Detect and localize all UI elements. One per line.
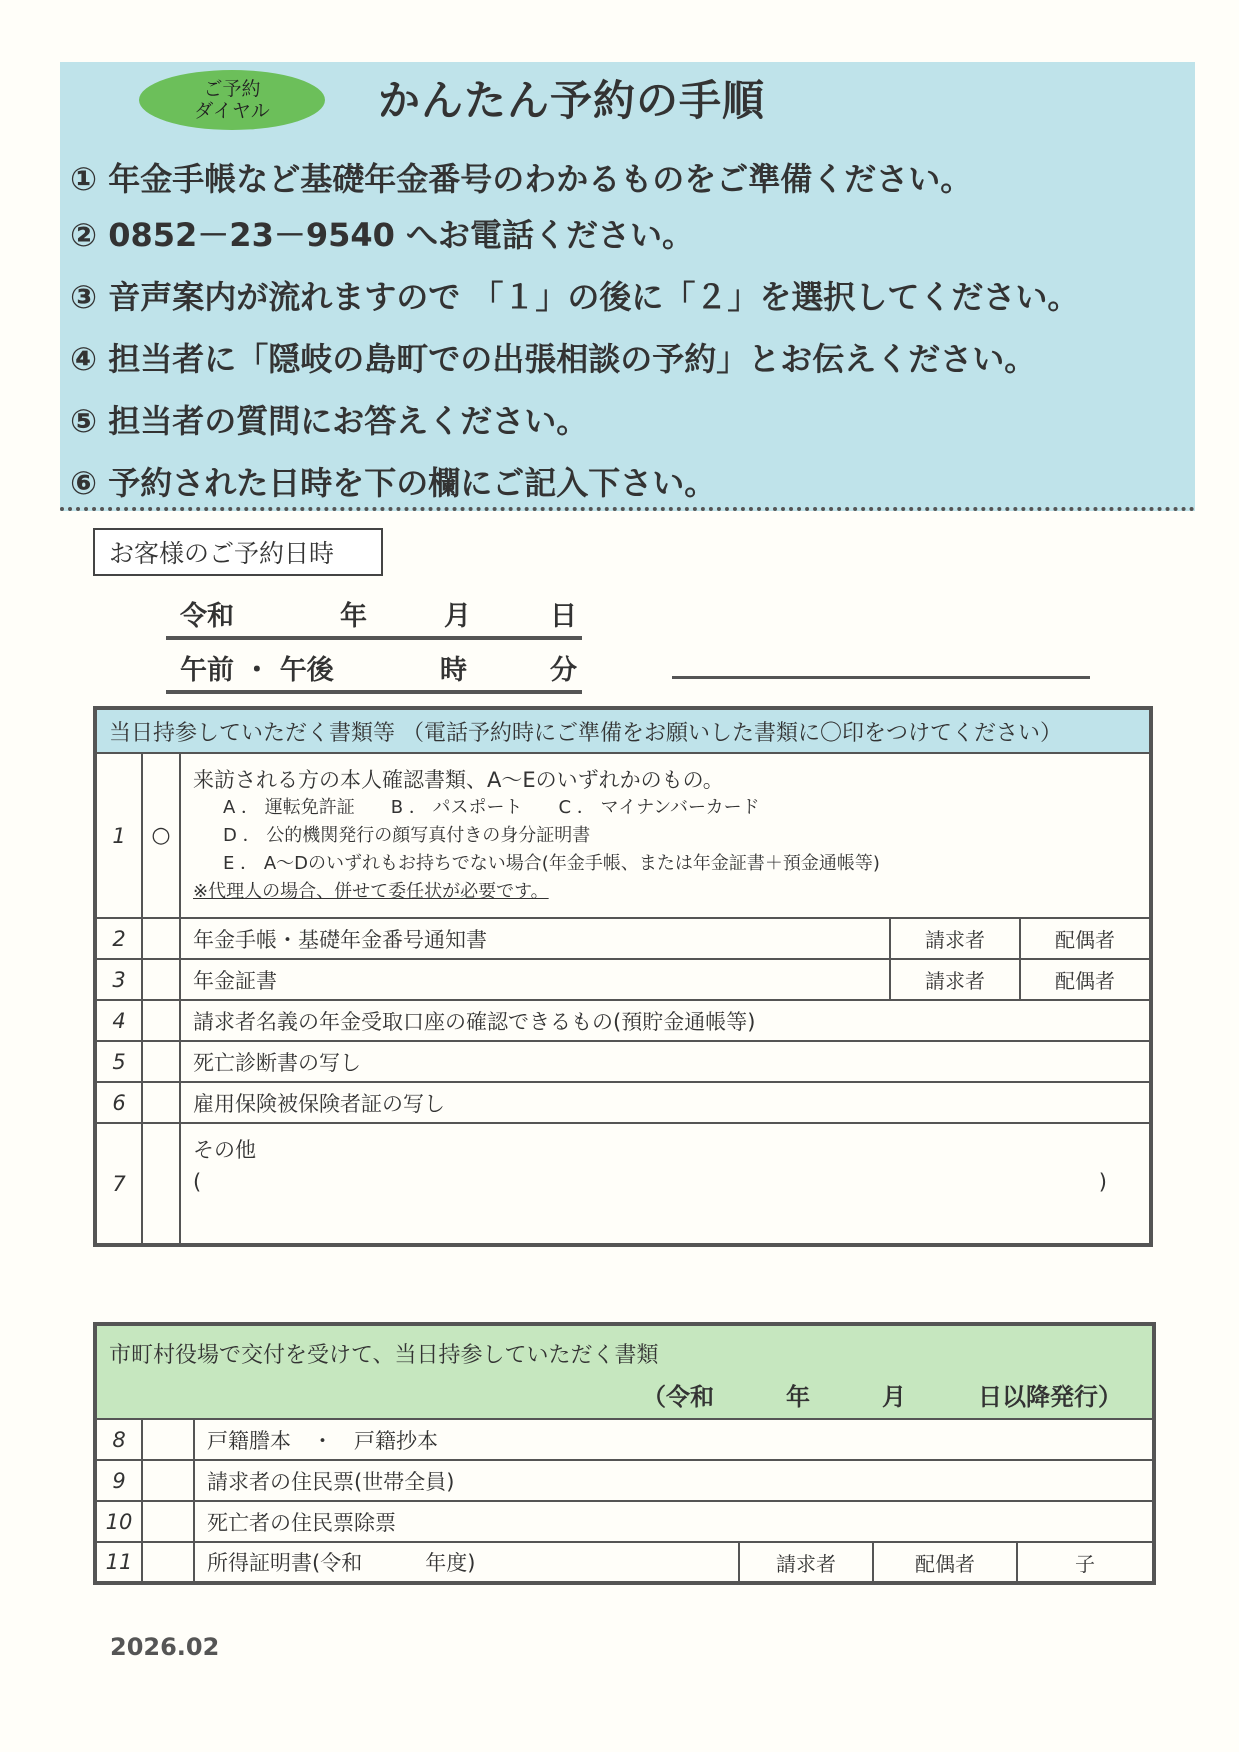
row-number: 4 <box>95 1000 142 1041</box>
municipal-documents-table <box>93 1322 1156 1585</box>
blank-write-line[interactable] <box>672 676 1090 679</box>
id-docs-abc: A ． 運転免許証 B ． パスポート C ． マイナンバーカード <box>223 796 760 818</box>
step-4: ④ 担当者に「隠岐の島町での出張相談の予約」とお伝えください。 <box>70 340 1037 378</box>
claimant-option[interactable]: 請求者 <box>890 918 1020 959</box>
row-number: 9 <box>95 1460 142 1501</box>
badge-line1: ご予約 <box>203 78 261 100</box>
step-3: ③ 音声案内が流れますので 「１」の後に「２」を選択してください。 <box>70 278 1080 316</box>
table-row <box>95 1501 1154 1542</box>
table-row <box>95 753 1151 918</box>
table-row <box>95 1542 1154 1583</box>
municipal-header-title: 市町村役場で交付を受けて、当日持参していただく書類 <box>109 1343 659 1368</box>
step-6: ⑥ 予約された日時を下の欄にご記入下さい。 <box>70 464 717 502</box>
ampm-label: 午前 ・ 午後 <box>180 655 334 686</box>
document-name: 年金証書 <box>180 959 890 1000</box>
check-cell[interactable] <box>142 1419 194 1460</box>
table-row <box>95 1123 1151 1245</box>
table-row <box>95 1041 1151 1082</box>
check-cell[interactable] <box>142 1460 194 1501</box>
spouse-option[interactable]: 配偶者 <box>873 1542 1017 1583</box>
step-1: ① 年金手帳など基礎年金番号のわかるものをご準備ください。 <box>70 160 973 198</box>
spouse-option[interactable]: 配偶者 <box>1020 918 1151 959</box>
hour-label: 時 <box>440 655 467 686</box>
step-2: ② 0852－23－9540 へお電話ください。 <box>70 216 695 254</box>
month-label: 月 <box>444 601 471 632</box>
row-number: 2 <box>95 918 142 959</box>
check-cell[interactable] <box>142 959 180 1000</box>
row-number: 6 <box>95 1082 142 1123</box>
open-paren: ( <box>193 1170 202 1194</box>
table-row <box>95 1082 1151 1123</box>
step-5: ⑤ 担当者の質問にお答えください。 <box>70 402 589 440</box>
documents-table-header: 当日持参していただく書類等 （電話予約時にご準備をお願いした書類に〇印をつけてください） <box>95 708 1151 753</box>
other-label: その他 <box>193 1138 256 1162</box>
version-label: 2026.02 <box>110 1633 220 1661</box>
row-number: 3 <box>95 959 142 1000</box>
id-docs-d: D ． 公的機関発行の顔写真付きの身分証明書 <box>223 824 591 846</box>
municipal-table-header <box>95 1324 1154 1419</box>
day-label: 日 <box>550 601 577 632</box>
document-name: 戸籍謄本 ・ 戸籍抄本 <box>194 1419 1154 1460</box>
issue-date-after: （令和 年 月 日以降発行） <box>642 1383 1122 1411</box>
check-cell[interactable] <box>142 1501 194 1542</box>
row-number: 8 <box>95 1419 142 1460</box>
spouse-option[interactable]: 配偶者 <box>1020 959 1151 1000</box>
row-number: 1 <box>95 753 142 918</box>
check-cell[interactable] <box>142 1082 180 1123</box>
check-cell[interactable] <box>142 1041 180 1082</box>
close-paren: ) <box>1098 1170 1107 1194</box>
document-name: 死亡者の住民票除票 <box>194 1501 1154 1542</box>
row-number: 10 <box>95 1501 142 1542</box>
document-name: 所得証明書(令和 年度) <box>194 1542 739 1583</box>
minute-label: 分 <box>550 655 577 686</box>
reservation-steps-panel <box>60 62 1195 511</box>
check-cell[interactable]: ○ <box>142 753 180 918</box>
table-row <box>95 1419 1154 1460</box>
check-cell[interactable] <box>142 918 180 959</box>
reservation-dial-badge <box>139 70 325 130</box>
table-row <box>95 918 1151 959</box>
document-name: 年金手帳・基礎年金番号通知書 <box>180 918 890 959</box>
document-name: 請求者の住民票(世帯全員) <box>194 1460 1154 1501</box>
badge-line2: ダイヤル <box>194 100 270 122</box>
claimant-option[interactable]: 請求者 <box>890 959 1020 1000</box>
document-name: 雇用保険被保険者証の写し <box>180 1082 1151 1123</box>
table-row <box>95 1460 1154 1501</box>
check-cell[interactable] <box>142 1123 180 1245</box>
reservation-date-field[interactable] <box>166 590 582 640</box>
proxy-note: ※代理人の場合、併せて委任状が必要です。 <box>193 880 549 902</box>
row-number: 5 <box>95 1041 142 1082</box>
check-cell[interactable] <box>142 1542 194 1583</box>
required-documents-table <box>93 706 1153 1247</box>
era-label: 令和 <box>180 601 234 632</box>
row-number: 11 <box>95 1542 142 1583</box>
year-label: 年 <box>340 601 367 632</box>
document-name: 死亡診断書の写し <box>180 1041 1151 1082</box>
reservation-time-field[interactable] <box>166 644 582 694</box>
table-row <box>95 1000 1151 1041</box>
id-docs-title: 来訪される方の本人確認書類、A～Eのいずれかのもの。 <box>193 767 724 792</box>
row-number: 7 <box>95 1123 142 1245</box>
claimant-option[interactable]: 請求者 <box>739 1542 873 1583</box>
check-cell[interactable] <box>142 1000 180 1041</box>
child-option[interactable]: 子 <box>1017 1542 1154 1583</box>
document-name: 請求者名義の年金受取口座の確認できるもの(預貯金通帳等) <box>180 1000 1151 1041</box>
other-documents-cell[interactable] <box>180 1123 1151 1245</box>
id-documents-cell <box>180 753 1151 918</box>
table-row <box>95 959 1151 1000</box>
page-title: かんたん予約の手順 <box>378 76 766 125</box>
id-docs-e: E ． A～Dのいずれもお持ちでない場合(年金手帳、または年金証書＋預金通帳等) <box>223 852 880 874</box>
reservation-datetime-label: お客様のご予約日時 <box>93 528 383 576</box>
